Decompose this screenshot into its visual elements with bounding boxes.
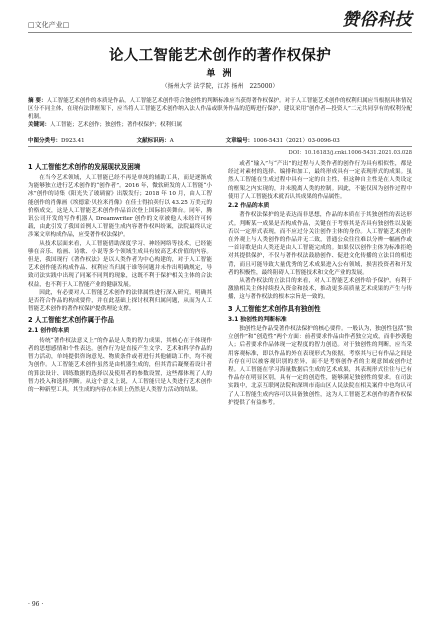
paragraph: 著作权法保护的是表达而非思想，作品的本质在于其独创性的表达形式。判断某一成果是否构成作品，关键在于考察其是否具有独创性以及能否以一定形式表现，而不应过分关注创作主体的身份。人工智能艺术创作在外观上与人类创作的作品并无二致，普通公众往往难以分辨一幅画作或一首诗歌是由人类还是由人工智能完成的。如果仅以创作主体为标准拒绝对其提供保护，不仅与著作权法鼓励创作、促进文化传播的立法目的相违背，而且可能导致大量优秀的艺术成果进入公有领域，损害投资者和开发者的积极性，最终阻碍人工智能技术和文化产业的发展。 [228, 212, 412, 276]
section-heading: 1 人工智能艺术创作的发展现状及困境 [28, 163, 141, 171]
section-label: □文化产业□ [28, 21, 70, 29]
paragraph: 传统“著作权法意义上”的作品是人类的智力成果，其核心在于体现作者的思想感情和个性表达。创作行为是直接产生文学、艺术和科学作品的智力活动，单纯提供咨询意见、物质条件或者进行其他辅助工作，均不视为创作。人工智能艺术创作虽然是由机器生成的，但其背后凝聚着设计者的算法设计、训练数据的选择以及使用者的参数设置，这些都体现了人的智力投入和选择判断。从这个意义上说，人工智能只是人类进行艺术创作的一种新型工具，其生成的内容在本质上仍然是人类智力活动的结果。 [28, 337, 212, 394]
article-id-label: 文章编号： [225, 138, 254, 144]
doc-code-value: A [169, 138, 174, 144]
paragraph: 从技术层面来看，人工智能借助深度学习、神经网络等技术，已经能够在音乐、绘画、诗歌、小说等多个领域生成具有较高艺术价值的内容。但是，我国现行《著作权法》是以人类作者为中心构建的，对于人工智能艺术创作能否构成作品、权利应当归属于谁等问题并未作出明确规定，导致司法实践中出现了同案不同判的现象，这既不利于保护相关主体的合法权益，也不利于人工智能产业的健康发展。 [28, 240, 212, 288]
page-number: · 96 · [28, 601, 44, 608]
abstract-text: 人工智能艺术创作的本质是作品，人工智能艺术创作符合独创性的判断标准应当获得著作权保护。对于人工智能艺术创作的权利归属应当根据具体情况区分不同主体，在现有法律框架下，应当将人工智能艺术创作纳入法人作品或职务作品的范畴进行保护，建议采用“创作者—投资人”二元共同享有的权利分配机制。 [28, 98, 412, 121]
abstract-block [28, 97, 412, 129]
paragraph: 从著作权法的立法目的来看，对人工智能艺术创作给予保护，有利于激励相关主体持续投入资金和技术，推动更多高质量艺术成果的产生与传播，这与著作权法的根本宗旨是一致的。 [228, 278, 412, 301]
journal-logo: 赞俗科技 [342, 10, 412, 30]
article-title: 论人工智能艺术创作的著作权保护 [109, 48, 331, 64]
header-divider [28, 32, 412, 33]
keywords-text: 人工智能；艺术创作；独创性；著作权保护；权利归属 [50, 122, 183, 129]
doc-code-label: 文献标识码： [136, 138, 170, 144]
keywords [28, 121, 412, 129]
subsection-heading: 2.2 作品的本质 [228, 203, 270, 210]
section-heading: 3 人工智能艺术创作具有独创性 [228, 304, 321, 313]
clc-label: 中图分类号： [28, 138, 62, 144]
article-id-field [226, 136, 366, 144]
keywords-label: 关键词： [28, 122, 51, 129]
clc-value: D923.41 [61, 138, 85, 144]
subsection-heading: 3.1 独创性的判断标准 [228, 316, 287, 323]
body-column-left [28, 160, 212, 598]
body-column-right [228, 160, 412, 598]
doi-divider [28, 146, 412, 147]
article-id-value: 1006-5431（2021）03-0096-03 [253, 138, 340, 144]
article-author: 单 洲 [206, 69, 234, 79]
classification-row [28, 136, 412, 144]
paragraph: 因此，有必要对人工智能艺术创作的法律属性进行深入研究，明确其是否符合作品的构成要件，并在此基础上探讨权利归属问题，从而为人工智能艺术创作的著作权保护提供理论支撑。 [28, 289, 212, 313]
paragraph: 独创性是作品受著作权法保护的核心要件。一般认为，独创性包括“独立创作”和“创造性”两个方面：前者要求作品由作者独立完成，而非抄袭他人；后者要求作品体现一定程度的智力创造。对于独创性的判断，应当采用客观标准，即以作品的外在表现形式为依据，考察其与已有作品之间是否存在可以被客观识别的差异，而不是考察创作者的主观意图或创作过程。人工智能在学习海量数据后生成的艺术成果，其表现形式往往与已有作品存在明显区别，具有一定的创造性，能够满足独创性的要求。在司法实践中，北京互联网法院和深圳市南山区人民法院在相关案件中也均认可了人工智能生成内容可以具备独创性，这为人工智能艺术创作的著作权保护提供了有益参考。 [228, 326, 412, 406]
paragraph: 或者“输入”与“产出”的过程与人类作者的创作行为具有相似性，都是经过对素材的选择、编排和加工，最终形成具有一定表现形式的成果。虽然人工智能在生成过程中具有一定的自主性，但这种自主性是在人类设定的框架之内实现的，并未脱离人类的控制。因此，不能仅因为创作过程中使用了人工智能技术就否认其成果的作品属性。 [228, 161, 412, 200]
doc-code-field [137, 136, 200, 144]
subsection-heading: 2.1 创作的本质 [28, 328, 70, 335]
author-affiliation: （扬州大学 法学院，江苏 扬州 225000） [161, 83, 279, 90]
section-heading: 2 人工智能艺术创作属于作品 [28, 316, 115, 325]
doi: DOI：10.16183/j.cnki.1006-5431.2021.03.028 [288, 150, 412, 156]
clc-field [28, 136, 111, 144]
abstract [28, 97, 412, 121]
paragraph: 在当今艺术领域，人工智能已经不再是单纯的辅助工具，而是逐渐成为能够独立进行艺术创作的“创作者”。2016 年，微软研发的人工智能“小冰”创作的诗集《阳光失了玻璃窗》出版发行；2018 年 10 月，由人工智能创作的肖像画《埃德蒙·贝拉米肖像》在佳士得拍卖行以 43.25 万美元的价格成交，这是人工智能艺术创作作品首次登上国际拍卖舞台。同年，腾讯公司开发的写作机器人 Dreamwriter 创作的文章被他人未经许可转载，由此引发了我国首例人工智能生成内容著作权纠纷案，法院最终认定涉案文章构成作品，应受著作权法保护。 [28, 175, 212, 239]
journal-header [28, 8, 412, 30]
abstract-label: 摘 要： [28, 98, 47, 104]
